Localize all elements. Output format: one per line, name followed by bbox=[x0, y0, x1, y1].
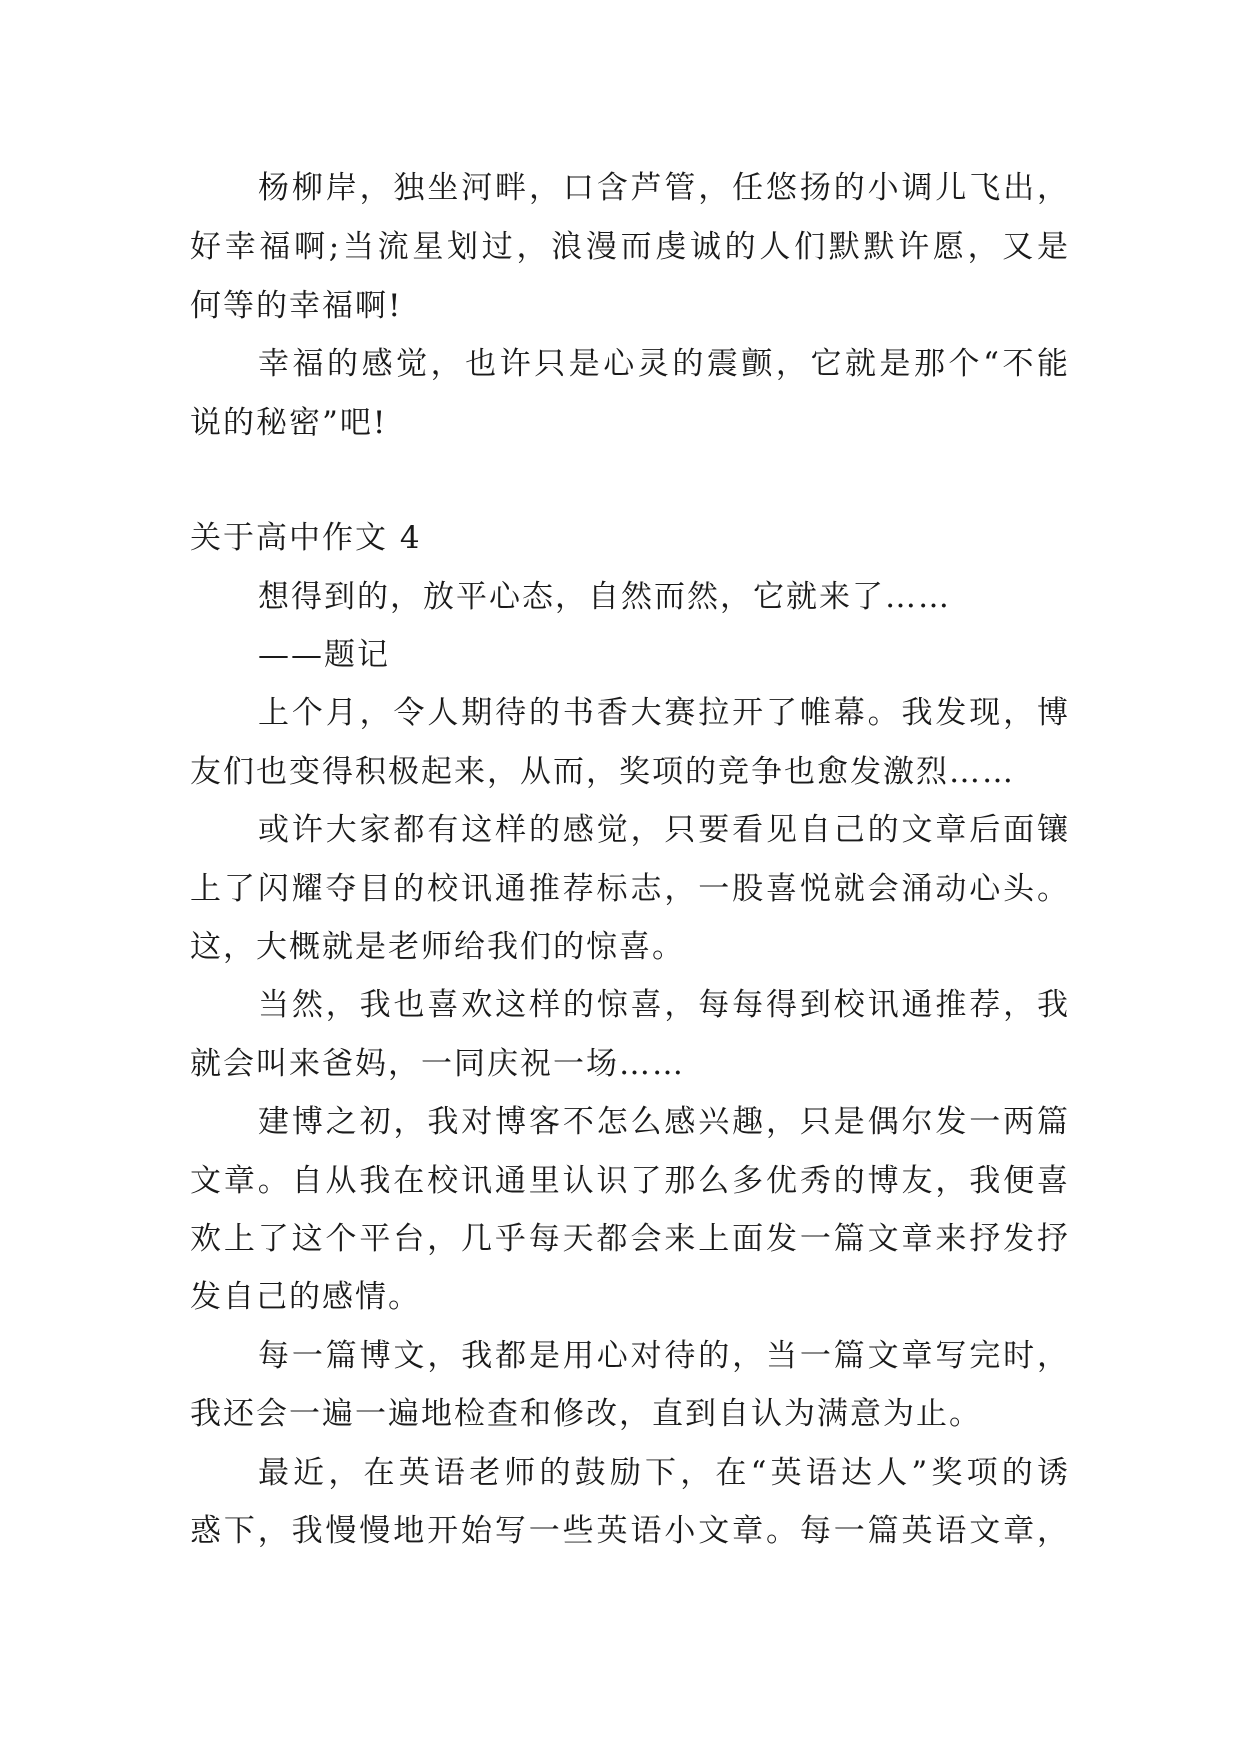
paragraph-line: 这，大概就是老师给我们的惊喜。 bbox=[190, 929, 685, 965]
paragraph-line: 就会叫来爸妈，一同庆祝一场…… bbox=[190, 1046, 685, 1082]
paragraph-line: 好幸福啊;当流星划过，浪漫而虔诚的人们默默许愿，又是 bbox=[190, 229, 1070, 265]
paragraph-line: 杨柳岸，独坐河畔，口含芦管，任悠扬的小调儿飞出， bbox=[258, 170, 1070, 206]
paragraph-line: 说的秘密”吧! bbox=[190, 405, 388, 441]
paragraph-line: 想得到的，放平心态，自然而然，它就来了…… bbox=[258, 579, 951, 615]
paragraph-line: 每一篇博文，我都是用心对待的，当一篇文章写完时， bbox=[258, 1338, 1070, 1374]
paragraph-line: 何等的幸福啊! bbox=[190, 288, 403, 324]
paragraph-line: 惑下，我慢慢地开始写一些英语小文章。每一篇英语文章， bbox=[190, 1513, 1070, 1549]
section-heading: 关于高中作文 4 bbox=[190, 520, 422, 556]
paragraph-line: 幸福的感觉，也许只是心灵的震颤，它就是那个“不能 bbox=[258, 346, 1070, 382]
paragraph-line: 欢上了这个平台，几乎每天都会来上面发一篇文章来抒发抒 bbox=[190, 1221, 1070, 1257]
paragraph-line: 友们也变得积极起来，从而，奖项的竞争也愈发激烈…… bbox=[190, 754, 1015, 790]
paragraph-line: 文章。自从我在校讯通里认识了那么多优秀的博友，我便喜 bbox=[190, 1163, 1070, 1199]
paragraph-line: 上了闪耀夺目的校讯通推荐标志，一股喜悦就会涌动心头。 bbox=[190, 871, 1070, 907]
paragraph-line: 或许大家都有这样的感觉，只要看见自己的文章后面镶 bbox=[258, 812, 1070, 848]
paragraph-line: 建博之初，我对博客不怎么感兴趣，只是偶尔发一两篇 bbox=[258, 1104, 1070, 1140]
paragraph-line: 当然，我也喜欢这样的惊喜，每每得到校讯通推荐，我 bbox=[258, 987, 1070, 1023]
paragraph-line: 我还会一遍一遍地检查和修改，直到自认为满意为止。 bbox=[190, 1396, 982, 1432]
paragraph-line: 上个月，令人期待的书香大赛拉开了帷幕。我发现，博 bbox=[258, 695, 1070, 731]
paragraph-line: 发自己的感情。 bbox=[190, 1279, 421, 1315]
paragraph-line: 最近，在英语老师的鼓励下，在“英语达人”奖项的诱 bbox=[258, 1455, 1070, 1491]
epigraph-attribution: ——题记 bbox=[258, 637, 390, 673]
